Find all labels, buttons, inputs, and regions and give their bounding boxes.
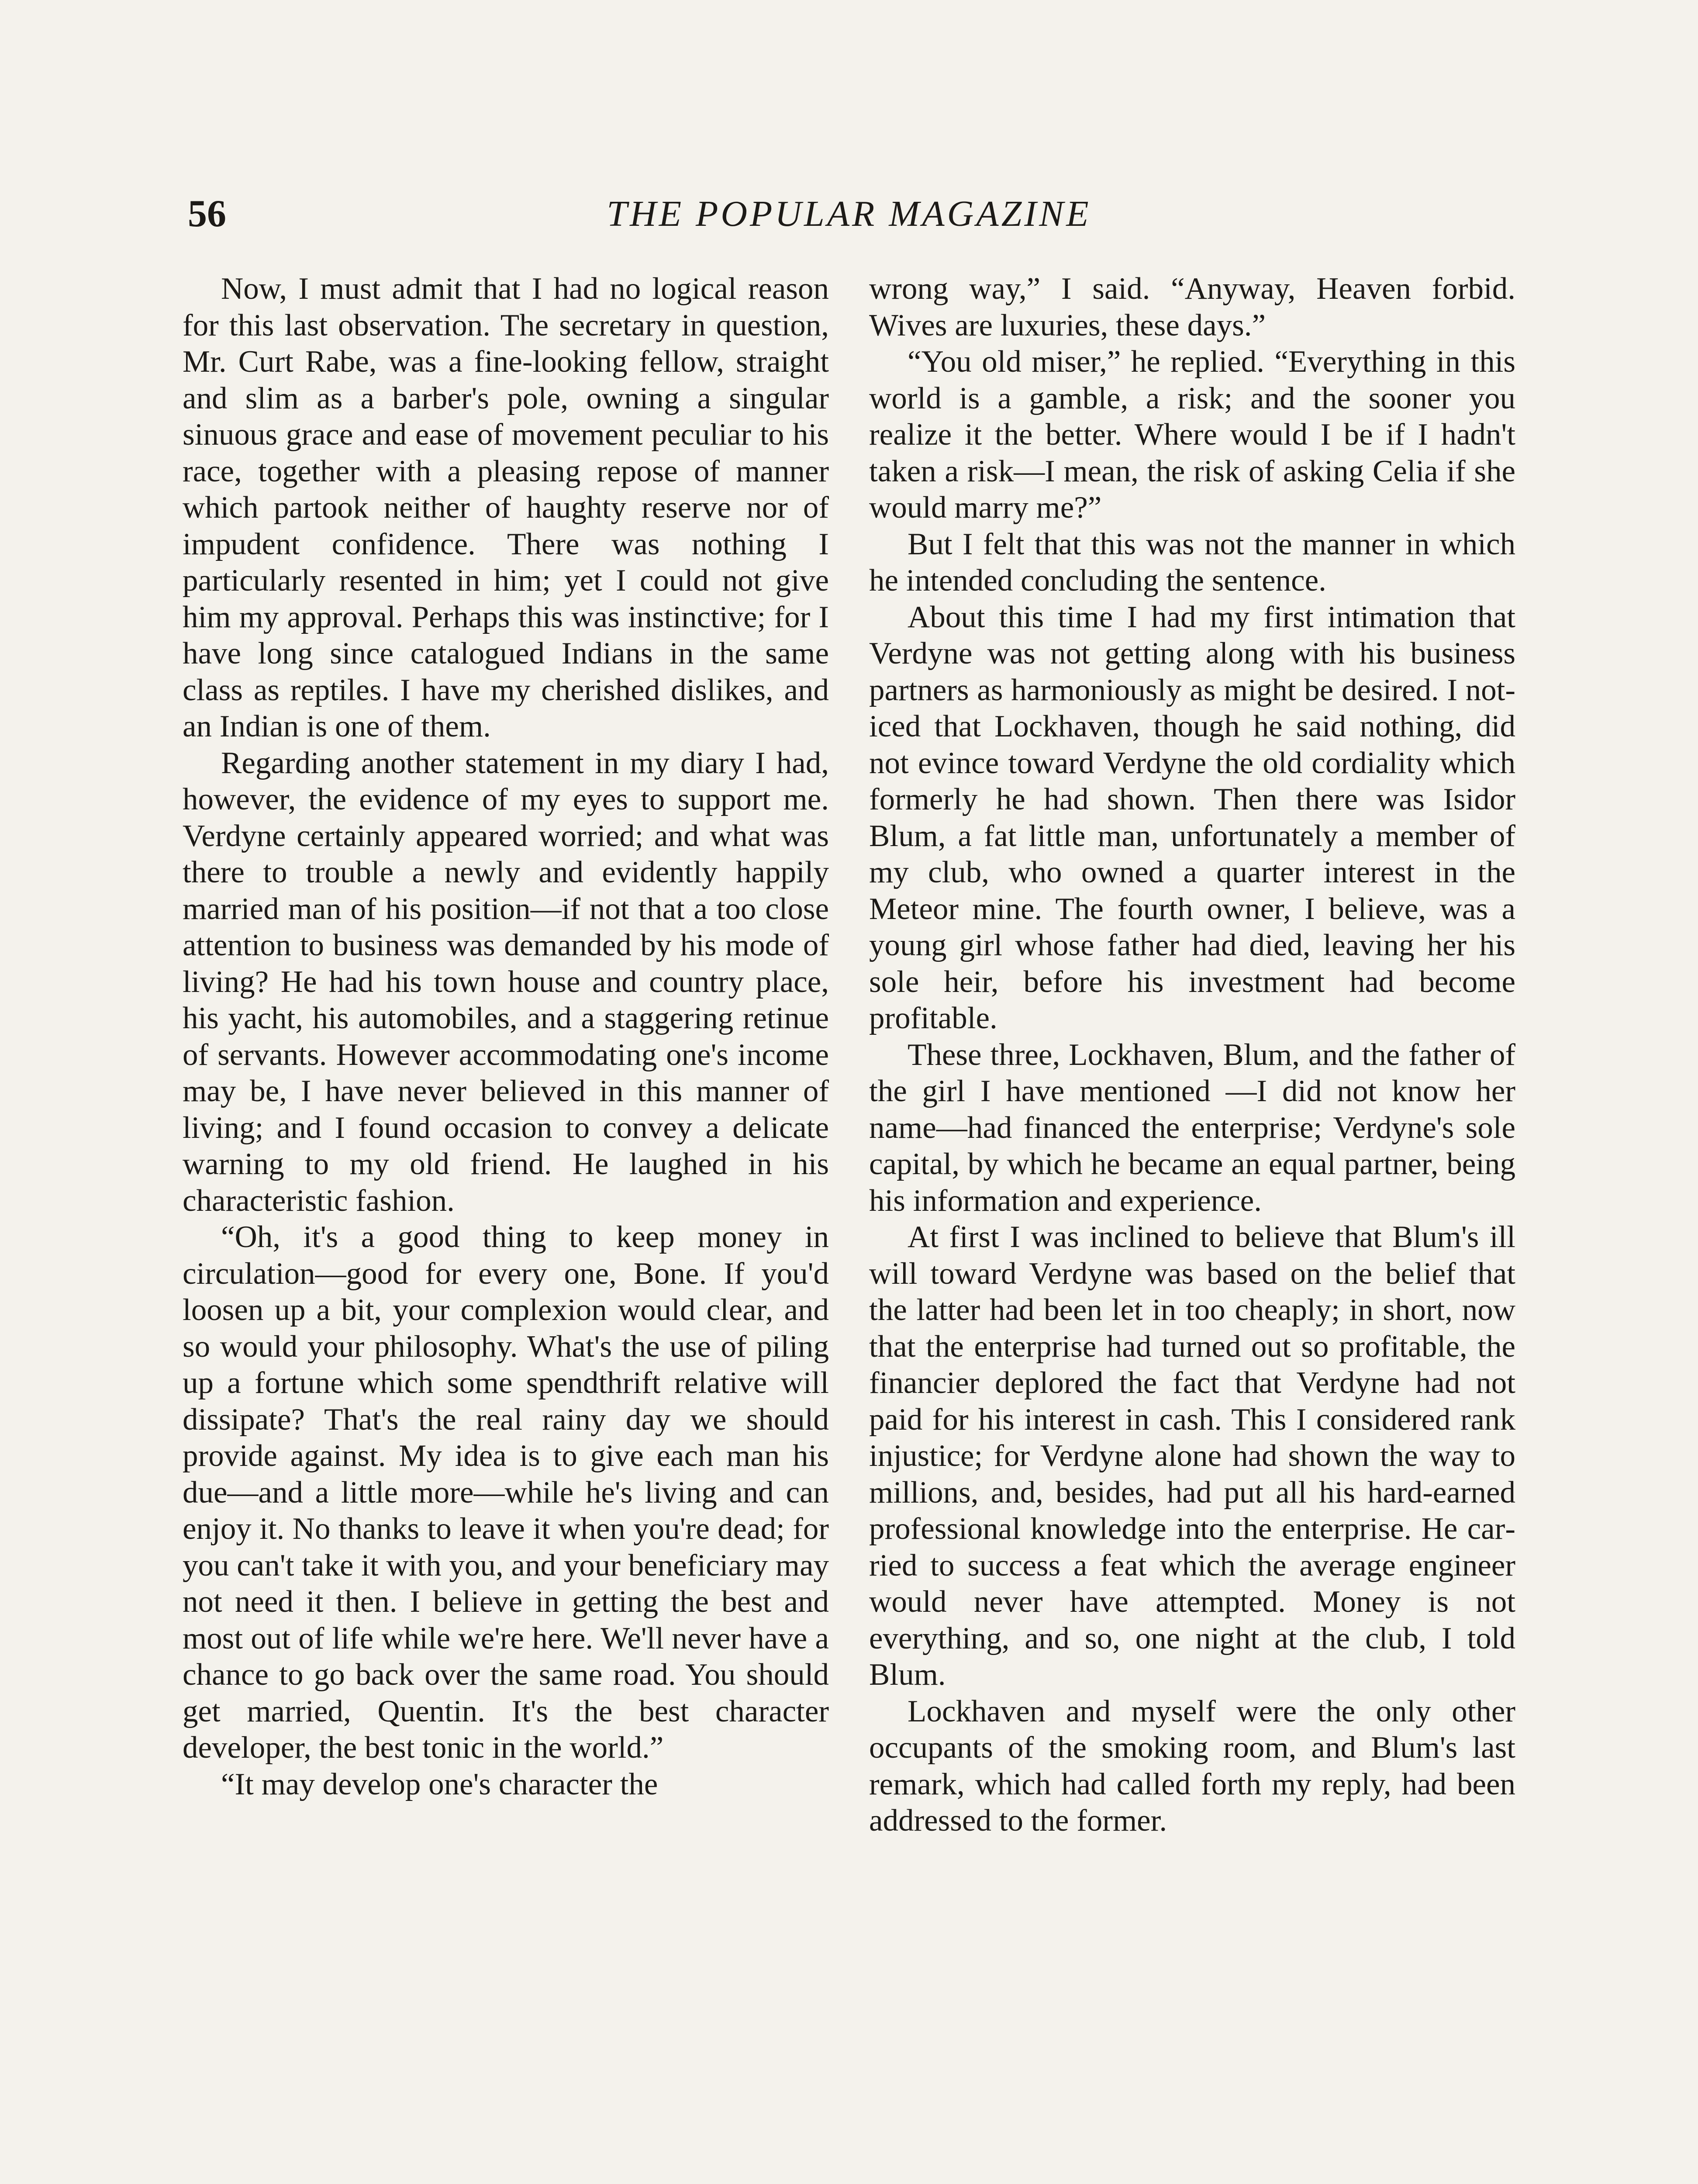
paragraph: Now, I must admit that I had no logical reason for this last observation. The secretary in question, Mr. Curt Rabe, was a fine-looking fellow, straight and slim as a barber's pole, owning a singular sinuous grace and ease of movement peculiar to his race, together with a pleasing repose of manner which partook neither of haughty reserve nor of impudent confidence. There was nothing I particularly resented in him; yet I could not give him my approval. Perhaps this was instinctive; for I have long since catalogued Indians in the same class as reptiles. I have my cherished dislikes, and an Indian is one of them. [183, 272, 829, 743]
paragraph: “You old miser,” he replied. “Everything in this world is a gamble, a risk; and the sooner you realize it the better. Where would I be if I hadn't taken a risk—I mean, the risk of asking Celia if she would marry me?” [869, 345, 1515, 525]
paragraph: Lockhaven and myself were the only other occupants of the smoking room, and Blum's last remark, which had called forth my reply, had been addressed to the former. [869, 1694, 1515, 1838]
paragraph: “It may develop one's character the [221, 1767, 658, 1801]
right-column [869, 271, 1515, 1839]
left-column [183, 271, 829, 1803]
running-head: THE POPULAR MAGAZINE [607, 194, 1091, 234]
paragraph-continued: wrong way,” I said. “Anyway, Heaven forbid. Wives are luxuries, these days.” [869, 272, 1515, 342]
page-header [0, 188, 1698, 240]
paragraph: About this time I had my first intimation that Verdyne was not getting along with his business partners as harmoniously as might be desired. I noticed that Lockhaven, though he said nothing, did not evince toward Verdyne the old cordiality which formerly he had shown. Then there was Isidor Blum, a fat little man, unfortunately a member of my club, who owned a quarter interest in the Meteor mine. The fourth owner, I believe, was a young girl whose father had died, leaving her his sole heir, before his investment had become profitable. [869, 600, 1515, 1035]
paragraph: Regarding another statement in my diary I had, however, the evidence of my eyes to support me. Verdyne certainly appeared worried; and what was there to trouble a newly and evidently happily married man of his position—if not that a too close attention to business was demanded by his mode of living? He had his town house and country place, his yacht, his automobiles, and a staggering retinue of servants. However accommodating one's income may be, I have never believed in this manner of living; and I found occasion to convey a delicate warning to my old friend. He laughed in his characteristic fashion. [183, 746, 829, 1218]
paragraph: “Oh, it's a good thing to keep money in circulation—good for every one, Bone. If you'd loosen up a bit, your complexion would clear, and so would your philosophy. What's the use of piling up a fortune which some spendthrift relative will dissipate? That's the real rainy day we should provide against. My idea is to give each man his due—and a little more—while he's living and can enjoy it. No thanks to leave it when you're dead; for you can't take it with you, and your beneficiary may not need it then. I believe in getting the best and most out of life while we're here. We'll never have a chance to go back over the same road. You should get married, Quentin. It's the best character developer, the best tonic in the world.” [183, 1220, 829, 1765]
paragraph: At first I was inclined to believe that Blum's ill will toward Verdyne was based on the belief that the latter had been let in too cheaply; in short, now that the enterprise had turned out so profitable, the financier deplored the fact that Verdyne had not paid for his interest in cash. This I considered rank injustice; for Verdyne alone had shown the way to millions, and, besides, had put all his hard-earned professional knowledge into the enterprise. He carried to success a feat which the average engineer would never have attempted. Money is not everything, and so, one night at the club, I told Blum. [869, 1220, 1515, 1692]
paragraph: These three, Lockhaven, Blum, and the father of the girl I have mentioned —I did not know her name—had financed the enterprise; Verdyne's sole capital, by which he became an equal partner, being his information and experience. [869, 1037, 1515, 1218]
paragraph: But I felt that this was not the manner in which he intended concluding the sentence. [869, 527, 1515, 598]
page-number: 56 [188, 193, 226, 235]
